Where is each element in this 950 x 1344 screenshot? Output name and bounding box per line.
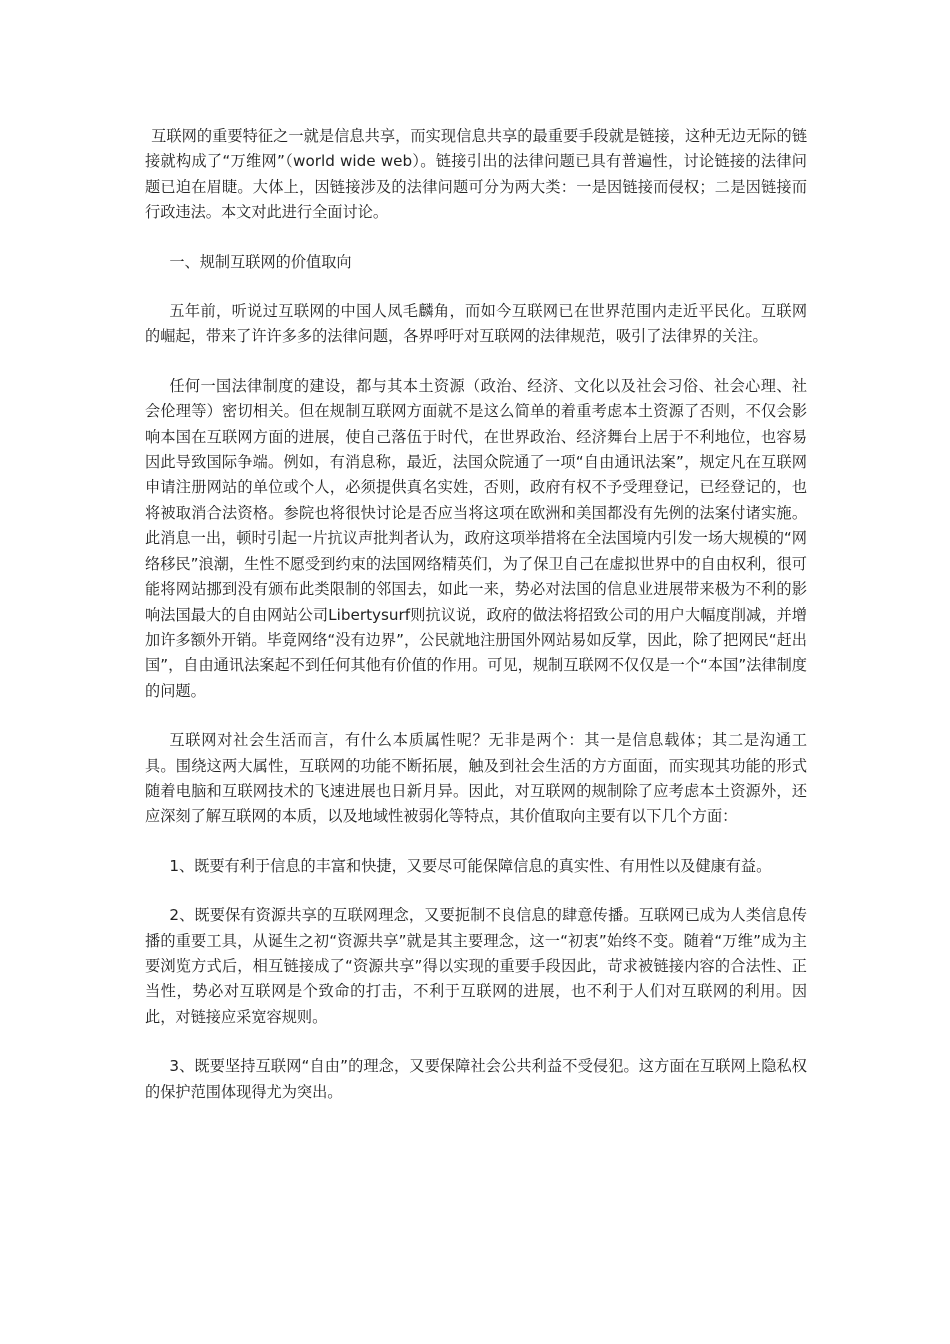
list-item-1: 1、既要有利于信息的丰富和快捷，又要尽可能保障信息的真实性、有用性以及健康有益。 (169, 856, 772, 875)
paragraph-local-resources: 任何一国法律制度的建设，都与其本土资源（政治、经济、文化以及社会习俗、社会心理、社会伦理等）密切相关。但在规制互联网方面就不是这么简单的着重考虑本土资源了否则，不仅会影响本国在互联网方面的进展，使自己落伍于时代，在世界政治、经济舞台上居于不利地位，也容易因此导致国际争端。例如，有消息称，最近，法国众院通了一项“自由通讯法案”，规定凡在互联网申请注册网站的单位或个人，必须提供真名实姓，否则，政府有权不予受理登记，已经登记的，也将被取消合法资格。参院也将很快讨论是否应当将这项在欧洲和美国都没有先例的法案付诸实施。此消息一出，顿时引起一片抗议声批判者认为，政府这项举措将在全法国境内引发一场大规模的“网络移民”浪潮，生性不愿受到约束的法国网络精英们，为了保卫自己在虚拟世界中的自由权利，很可能将网站挪到没有颁布此类限制的邻国去，如此一来，势必对法国的信息业进展带来极为不利的影响法国最大的自由网站公司Libertysurf则抗议说，政府的做法将招致公司的用户大幅度削减，并增加许多额外开销。毕竟网络“没有边界”，公民就地注册国外网站易如反掌，因此，除了把网民“赶出国”，自由通讯法案起不到任何其他有价值的作用。可见，规制互联网不仅仅是一个“本国”法律制度的问题。 (145, 376, 807, 700)
list-item-2: 2、既要保有资源共享的互联网理念，又要扼制不良信息的肆意传播。互联网已成为人类信息传播的重要工具，从诞生之初“资源共享”就是其主要理念，这一“初衷”始终不变。随着“万维”成为主要浏览方式后，相互链接成了“资源共享”得以实现的重要手段因此，苛求被链接内容的合法性、正当性，势必对互联网是个致命的打击，不利于互联网的进展，也不利于人们对互联网的利用。因此，对链接应采宽容规则。 (145, 906, 807, 1026)
list-item-3: 3、既要坚持互联网“自由”的理念，又要保障社会公共利益不受侵犯。这方面在互联网上隐私权的保护范围体现得尤为突出。 (145, 1057, 807, 1101)
paragraph-background: 五年前，听说过互联网的中国人凤毛麟角，而如今互联网已在世界范围内走近平民化。互联网的崛起，带来了许许多多的法律问题，各界呼吁对互联网的法律规范，吸引了法律界的关注。 (145, 302, 807, 346)
document-body (145, 124, 807, 1129)
section-heading: 一、规制互联网的价值取向 (169, 252, 352, 271)
paragraph-internet-nature: 互联网对社会生活而言，有什么本质属性呢？无非是两个：其一是信息载体；其二是沟通工具。围绕这两大属性，互联网的功能不断拓展，触及到社会生活的方方面面，而实现其功能的形式随着电脑和互联网技术的飞速进展也日新月异。因此，对互联网的规制除了应考虑本土资源外，还应深刻了解互联网的本质，以及地域性被弱化等特点，其价值取向主要有以下几个方面： (145, 731, 807, 826)
intro-paragraph: 互联网的重要特征之一就是信息共享，而实现信息共享的最重要手段就是链接，这种无边无际的链接就构成了“万维网”（world wide web）。链接引出的法律问题已具有普遍性，讨论链接的法律问题已迫在眉睫。大体上，因链接涉及的法律问题可分为两大类：一是因链接而侵权；二是因链接而行政违法。本文对此进行全面讨论。 (145, 127, 807, 222)
